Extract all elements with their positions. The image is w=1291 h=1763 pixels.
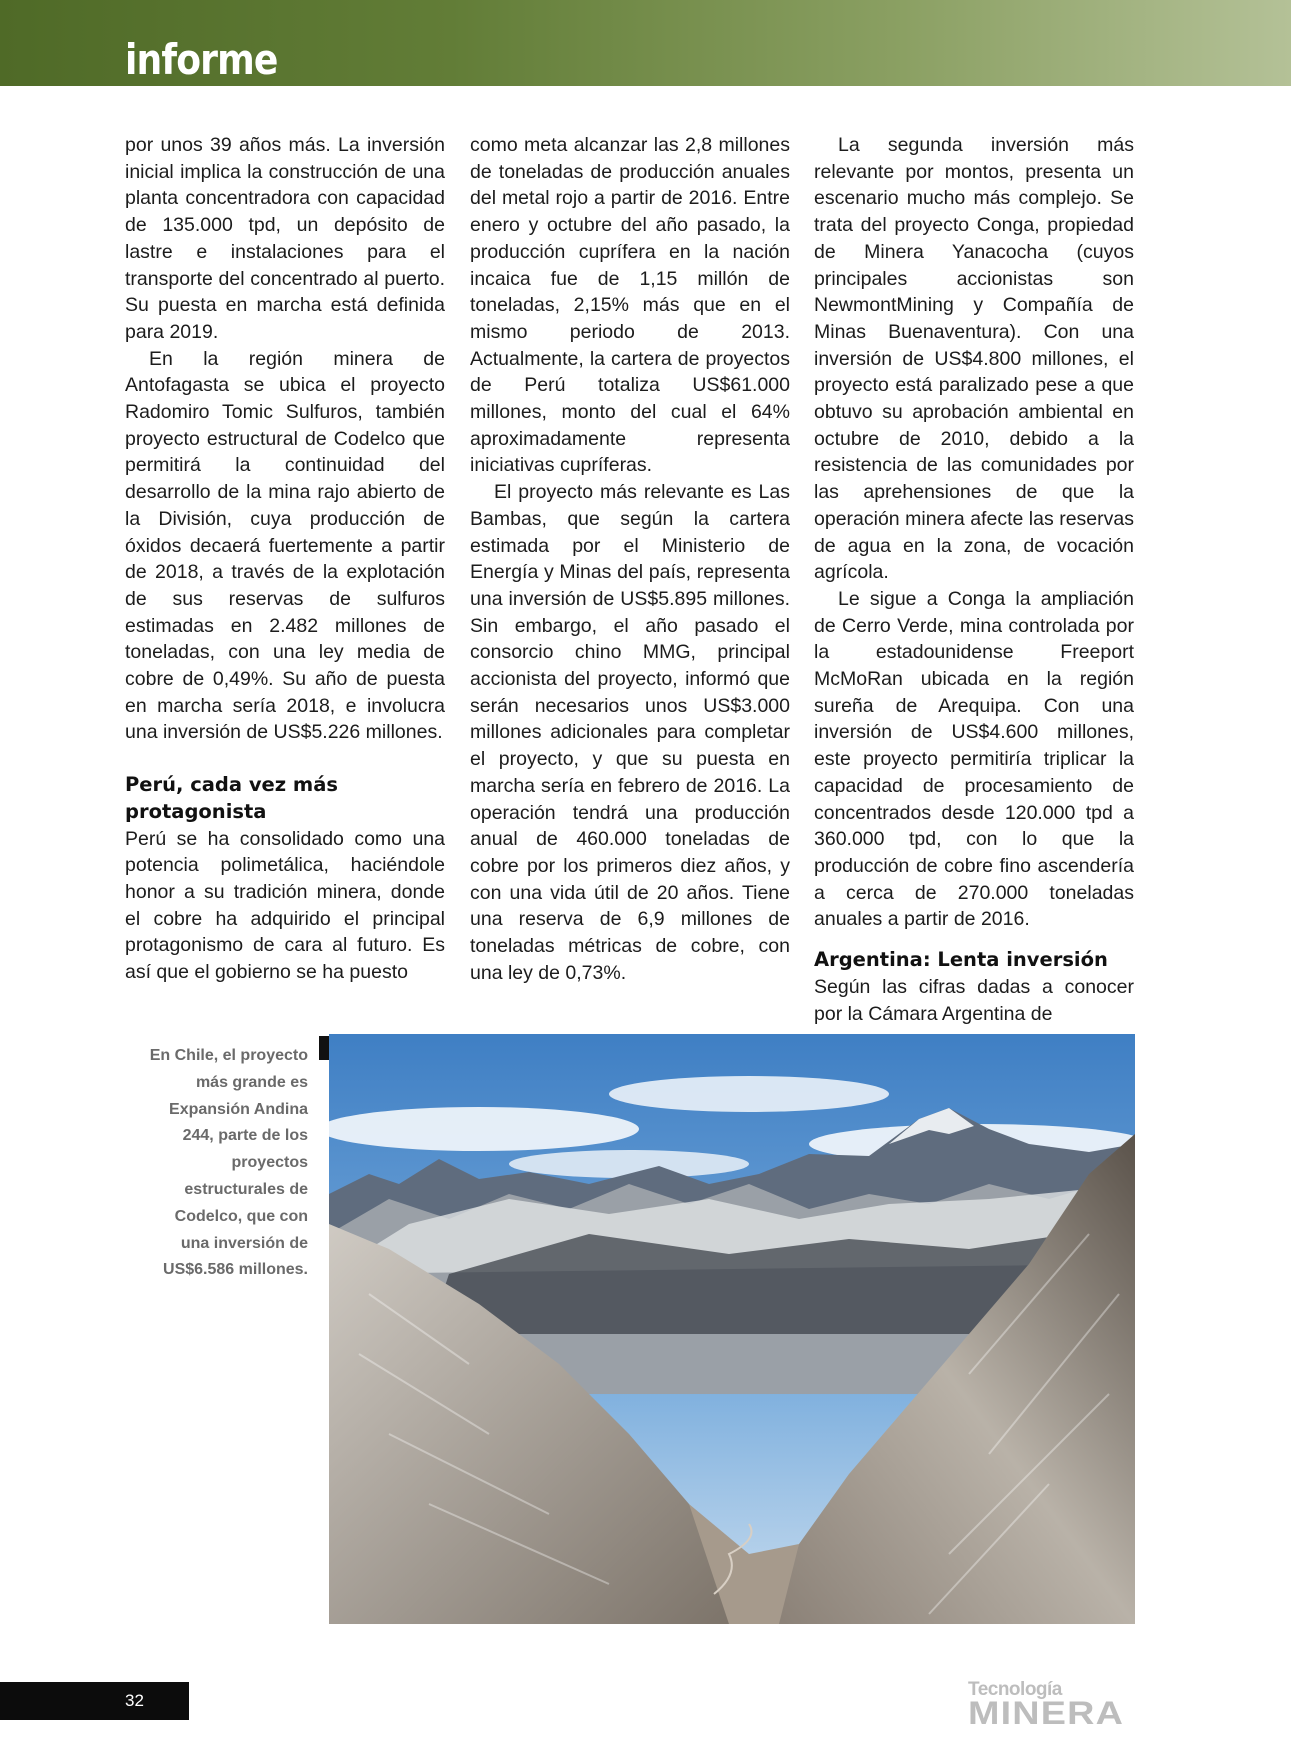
paragraph: por unos 39 años más. La inversión inicial implica la construcción de una planta concentradora con capacidad de 135.000 tpd, un depósito de lastre e instalaciones para el transporte del concentrado al puerto. Su puesta en marcha está definida para 2019. [125,134,445,343]
text-column-3 [814,132,1134,1027]
brand-logo-top: Tecnología [968,1679,1062,1700]
subheading-peru: Perú, cada vez más protagonista [125,773,338,823]
section-title: informe [125,35,278,84]
subheading-argentina: Argentina: Lenta inversión [814,948,1108,972]
mountain-photo [329,1034,1135,1624]
brand-logo-main: MINERA [968,1695,1125,1731]
paragraph: La segunda inversión más relevante por montos, presenta un escenario mucho más complejo. Se trata del proyecto Conga, propiedad de Minera Yanacocha (cuyos principales accionistas son NewmontMining y Compañía de Minas Buenaventura). Con una inversión de US$4.800 millones, el proyecto está paralizado pese a que obtuvo su aprobación ambiental en octubre de 2010, debido a la resistencia de las comunidades por las aprehensiones de que la operación minera afecte las reservas de agua en la zona, de vocación agrícola. [814,134,1134,584]
paragraph: como meta alcanzar las 2,8 millones de toneladas de producción anuales del metal rojo a partir de 2016. Entre enero y octubre del año pasado, la producción cuprífera en la nación incaica fue de 1,15 millón de toneladas, 2,15% más que en el mismo periodo de 2013. Actualmente, la cartera de proyectos de Perú totaliza US$61.000 millones, monto del cual el 64% aproximadamente representa iniciativas cupríferas. [470,134,790,477]
caption-marker [319,1036,329,1060]
text-column-2 [470,132,790,987]
text-column-1 [125,132,445,986]
paragraph: En la región minera de Antofagasta se ubica el proyecto Radomiro Tomic Sulfuros, también proyecto estructural de Codelco que permitirá la continuidad del desarrollo de la mina rajo abierto de la División, cuya producción de óxidos decaerá fuertemente a partir de 2018, a través de la explotación de sus reservas de sulfuros estimadas en 2.482 millones de toneladas, con una ley media de cobre de 0,49%. Su año de puesta en marcha sería 2018, e involucra una inversión de US$5.226 millones. [125,347,445,744]
paragraph: Perú se ha consolidado como una potencia polimetálica, haciéndole honor a su tradición minera, donde el cobre ha adquirido el principal protagonismo de cara al futuro. Es así que el gobierno se ha puesto [125,827,445,984]
paragraph: El proyecto más relevante es Las Bambas, que según la cartera estimada por el Ministerio de Energía y Minas del país, representa una inversión de US$5.895 millones. Sin embargo, el año pasado el consorcio chino MMG, principal accionista del proyecto, informó que serán necesarios unos US$3.000 millones adicionales para completar el proyecto, y que su puesta en marcha sería en febrero de 2016. La operación tendrá una producción anual de 460.000 toneladas de cobre por los primeros diez años, y con una vida útil de 20 años. Tiene una reserva de 6,9 millones de toneladas métricas de cobre, con una ley de 0,73%. [470,481,790,984]
photo-caption: En Chile, el proyecto más grande es Expansión Andina 244, parte de los proyectos estructurales de Codelco, que con una inversión de US$6.586 millones. [149,1047,308,1279]
paragraph: Le sigue a Conga la ampliación de Cerro Verde, mina controlada por la estadounidense Freeport McMoRan ubicada en la región sureña de Arequipa. Con una inversión de US$4.600 millones, este proyecto permitiría triplicar la capacidad de procesamiento de concentrados desde 120.000 tpd a 360.000 tpd, con lo que la producción de cobre fino ascendería a cerca de 270.000 toneladas anuales a partir de 2016. [814,587,1134,931]
paragraph: Según las cifras dadas a conocer por la Cámara Argentina de [814,975,1134,1025]
page-number: 32 [125,1691,144,1710]
page-number-bar [0,1682,189,1720]
